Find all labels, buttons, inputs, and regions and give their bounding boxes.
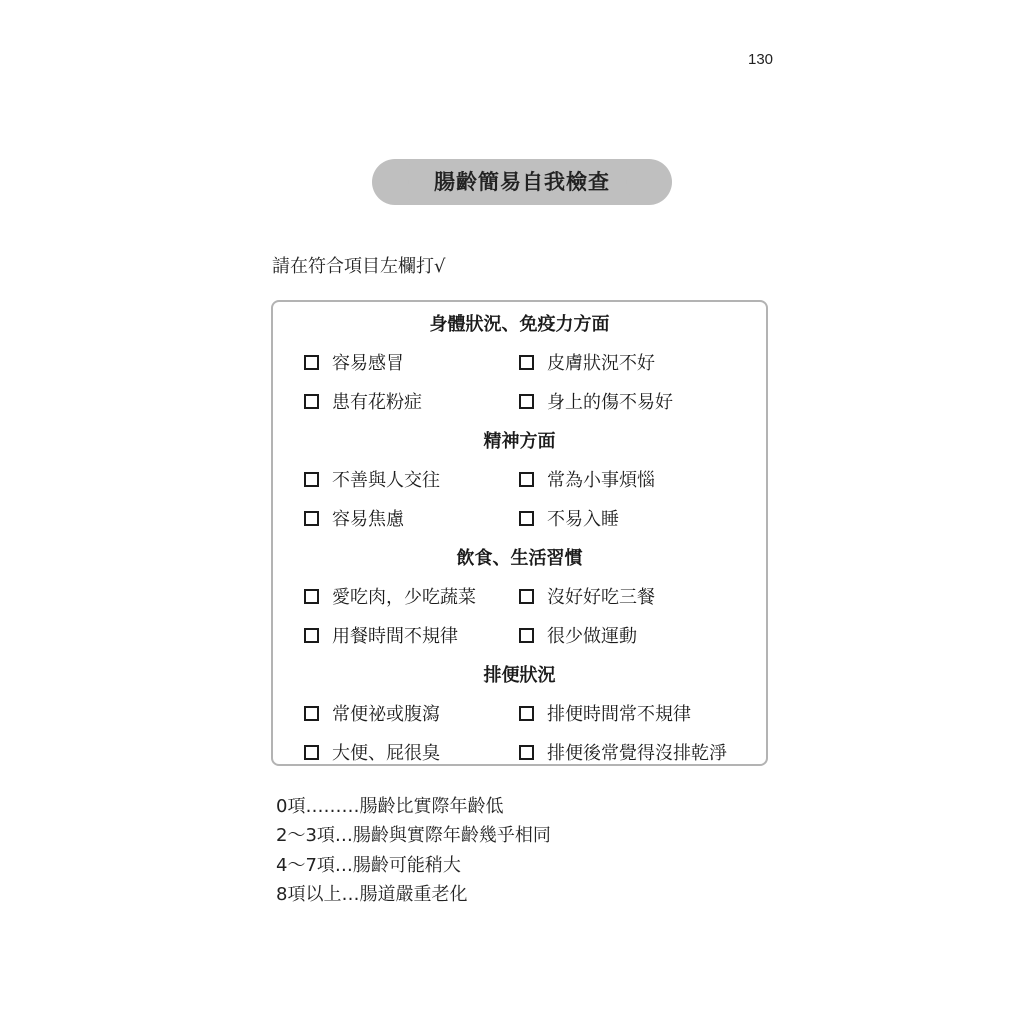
checkbox-icon[interactable] [304,745,319,760]
score-line: 4～7項…腸齡可能稍大 [276,855,461,876]
checkbox-icon[interactable] [304,511,319,526]
score-line: 0項………腸齡比實際年齡低 [276,796,504,817]
checkbox-icon[interactable] [519,628,534,643]
check-item[interactable] [304,622,458,648]
check-item-label: 沒好好吃三餐 [547,587,655,608]
checkbox-icon[interactable] [519,706,534,721]
checkbox-icon[interactable] [304,472,319,487]
page-number: 130 [748,51,774,68]
checkbox-icon[interactable] [304,706,319,721]
check-item[interactable] [304,388,422,414]
check-item[interactable] [304,583,476,609]
check-item[interactable] [519,466,655,492]
section-heading-mental: 精神方面 [483,431,556,452]
checkbox-icon[interactable] [304,355,319,370]
checkbox-icon[interactable] [519,745,534,760]
check-item[interactable] [519,700,691,726]
checkbox-icon[interactable] [304,589,319,604]
check-item-label: 排便時間常不規律 [547,704,691,725]
checkbox-icon[interactable] [519,394,534,409]
check-item[interactable] [519,583,655,609]
page-title: 腸齡簡易自我檢查 [434,170,610,194]
score-line: 8項以上…腸道嚴重老化 [276,884,468,905]
check-item[interactable] [519,505,619,531]
check-item[interactable] [519,739,727,765]
check-item-label: 常為小事煩惱 [547,470,655,491]
section-heading-diet: 飲食、生活習慣 [456,548,583,569]
checkbox-icon[interactable] [519,472,534,487]
check-item[interactable] [304,700,440,726]
check-item-label: 用餐時間不規律 [332,626,458,647]
check-item-label: 容易焦慮 [332,509,404,530]
check-item-label: 大便、屁很臭 [332,743,440,764]
check-item-label: 容易感冒 [332,353,404,374]
section-heading-physical: 身體狀況、免疫力方面 [429,314,610,335]
check-item[interactable] [519,622,637,648]
check-item[interactable] [304,349,404,375]
check-item-label: 愛吃肉，少吃蔬菜 [332,587,476,608]
checkbox-icon[interactable] [519,511,534,526]
check-item[interactable] [304,505,404,531]
check-item-label: 皮膚狀況不好 [547,353,655,374]
check-item[interactable] [304,739,440,765]
check-item-label: 排便後常覺得沒排乾淨 [547,743,727,764]
checkbox-icon[interactable] [519,355,534,370]
check-item-label: 不善與人交往 [332,470,440,491]
check-item-label: 很少做運動 [547,626,637,647]
checkbox-icon[interactable] [304,394,319,409]
check-item-label: 不易入睡 [547,509,619,530]
check-item-label: 常便祕或腹瀉 [332,704,440,725]
section-heading-bowel: 排便狀況 [483,665,556,686]
check-item[interactable] [519,388,673,414]
score-line: 2～3項…腸齡與實際年齡幾乎相同 [276,825,551,846]
check-item[interactable] [519,349,655,375]
check-item-label: 身上的傷不易好 [547,392,673,413]
instruction-text: 請在符合項目左欄打√ [272,256,446,277]
title-banner [372,159,672,205]
checkbox-icon[interactable] [304,628,319,643]
check-item-label: 患有花粉症 [332,392,422,413]
check-item[interactable] [304,466,440,492]
checkbox-icon[interactable] [519,589,534,604]
